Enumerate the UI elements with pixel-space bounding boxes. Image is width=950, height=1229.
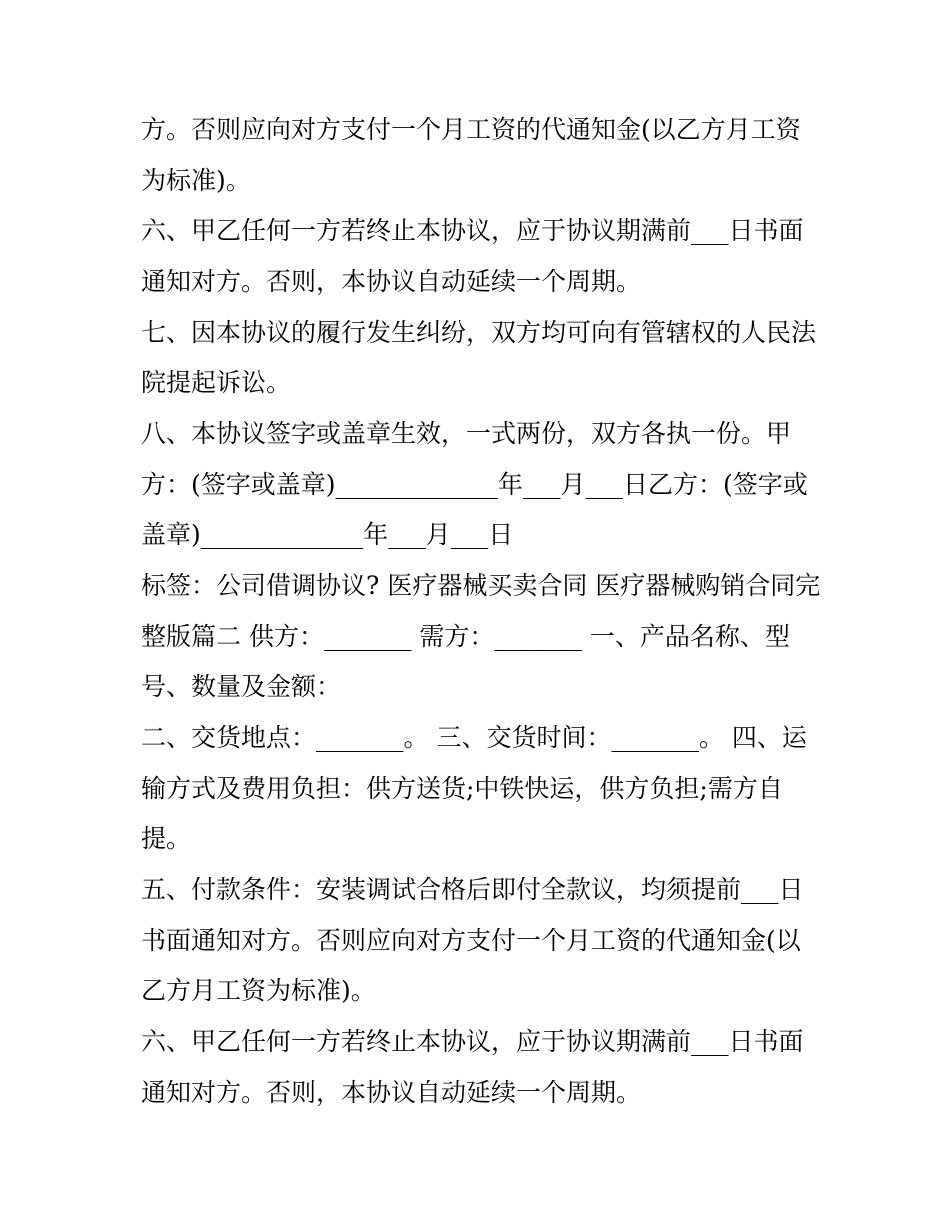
text-line: 为标准)。	[141, 166, 251, 195]
text-line: 六、甲乙任何一方若终止本协议，应于协议期满前___日书面	[141, 216, 804, 245]
text-line: 提。	[141, 824, 192, 853]
text-line: 方。否则应向对方支付一个月工资的代通知金(以乙方月工资	[141, 115, 801, 144]
text-line: 书面通知对方。否则应向对方支付一个月工资的代通知金(以	[141, 926, 801, 955]
text-line: 输方式及费用负担：供方送货;中铁快运，供方负担;需方自	[141, 774, 783, 803]
text-line: 整版篇二 供方：_______ 需方：_______ 一、产品名称、型	[141, 622, 790, 651]
text-line: 标签：公司借调协议? 医疗器械买卖合同 医疗器械购销合同完	[141, 571, 821, 600]
text-line: 盖章)_____________年___月___日	[141, 520, 514, 549]
text-line: 八、本协议签字或盖章生效，一式两份，双方各执一份。甲	[141, 419, 792, 448]
text-line: 通知对方。否则，本协议自动延续一个周期。	[141, 267, 642, 296]
text-line: 通知对方。否则，本协议自动延续一个周期。	[141, 1078, 642, 1107]
text-line: 乙方月工资为标准)。	[141, 976, 376, 1005]
text-line: 院提起诉讼。	[141, 368, 292, 397]
text-line: 方：(签字或盖章)_____________年___月___日乙方：(签字或	[141, 470, 808, 499]
text-line: 号、数量及金额：	[141, 672, 342, 701]
text-line: 二、交货地点：_______。 三、交货时间：_______。 四、运	[141, 723, 807, 752]
text-line: 七、因本协议的履行发生纠纷，双方均可向有管辖权的人民法	[141, 318, 817, 347]
text-line: 六、甲乙任何一方若终止本协议，应于协议期满前___日书面	[141, 1027, 804, 1056]
text-line: 五、付款条件：安装调试合格后即付全款议，均须提前___日	[141, 875, 804, 904]
